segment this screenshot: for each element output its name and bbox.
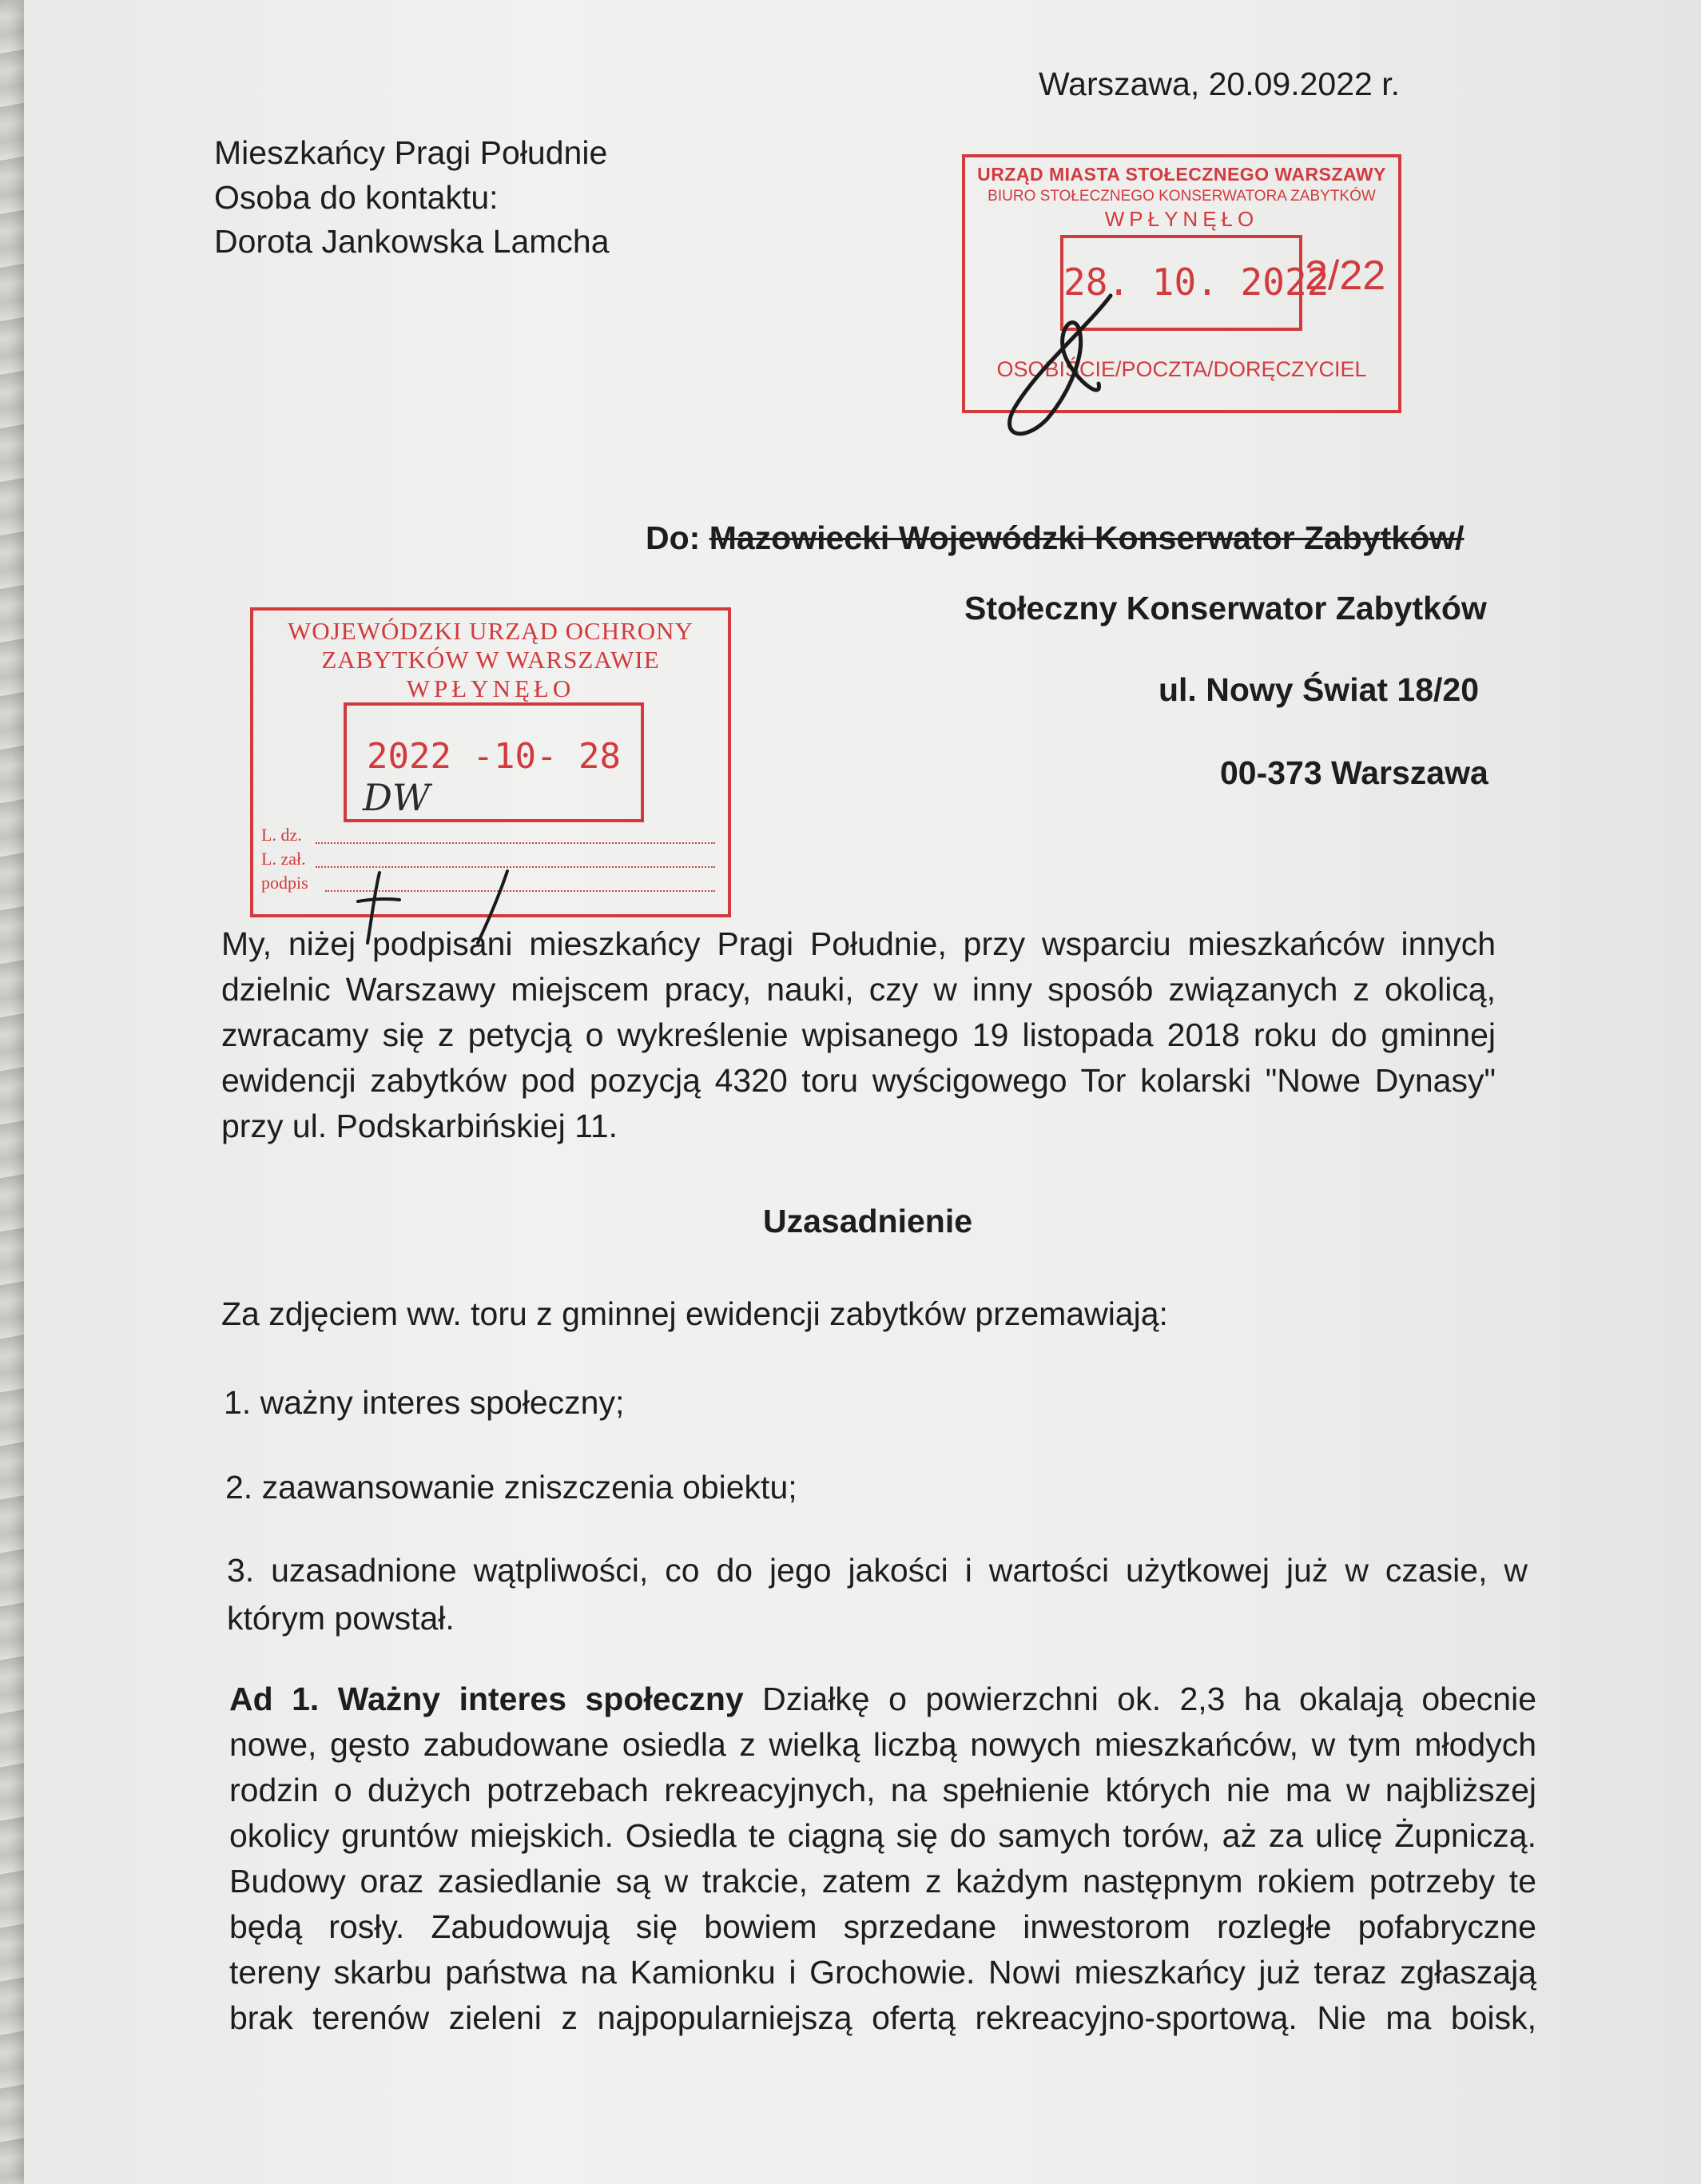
stamp-city-line-2: BIURO STOŁECZNEGO KONSERWATORA ZABYTKÓW (988, 188, 1376, 205)
point-1: 1. ważny interes społeczny; (224, 1384, 625, 1421)
recipient-do: Do: (646, 519, 701, 556)
point-3-line-1: 3. uzasadnione wątpliwości, co do jego jakości i wartości użytkowej już w czasie, w (227, 1552, 1528, 1589)
date-line: Warszawa, 20.09.2022 r. (1039, 66, 1401, 102)
ad1-line: Budowy oraz zasiedlanie są w trakcie, zatem z każdym następnym rokiem potrzeby te (229, 1863, 1536, 1900)
sender-line-2: Osoba do kontaktu: (214, 179, 499, 216)
stamp-voiv-dotline-1 (316, 842, 715, 844)
point-3-line-2: którym powstał. (227, 1600, 455, 1637)
intro-line: zwracamy się z petycją o wykreślenie wpisanego 19 listopada 2018 roku do gminnej (221, 1016, 1496, 1053)
recipient-line-1: Stołeczny Konserwator Zabytków (964, 590, 1487, 627)
lead-sentence: Za zdjęciem ww. toru z gminnej ewidencji zabytków przemawiają: (221, 1295, 1168, 1332)
sender-line-3: Dorota Jankowska Lamcha (214, 223, 610, 260)
recipient-prefix (646, 518, 1464, 559)
stamp-voiv-initials: DW (363, 776, 431, 819)
stamp-city-number: 2/22 (1305, 253, 1386, 299)
stamp-city-line-1: URZĄD MIASTA STOŁECZNEGO WARSZAWY (977, 164, 1386, 185)
intro-line: My, niżej podpisani mieszkańcy Pragi Południe, przy wsparciu mieszkańców innych (221, 925, 1496, 962)
ad1-line: nowe, gęsto zabudowane osiedla z wielką liczbą nowych mieszkańców, w tym młodych (229, 1726, 1536, 1763)
stamp-voiv-field-2: L. zał. (261, 849, 306, 869)
signature-scribble (991, 280, 1135, 448)
point-2: 2. zaawansowanie zniszczenia obiektu; (225, 1469, 797, 1506)
intro-paragraph (221, 921, 1496, 1149)
ad1-line: rodzin o dużych potrzebach rekreacyjnych, na spełnienie których nie ma w najbliższej (229, 1772, 1536, 1808)
background-edge (0, 0, 24, 2184)
stamp-voiv-field-3: podpis (261, 873, 308, 893)
stamp-voiv-field-1: L. dz. (261, 825, 302, 845)
recipient-struck: Mazowiecki Wojewódzki Konserwator Zabytków/ (709, 519, 1465, 556)
ad1-line: brak terenów zieleni z najpopularniejszą ofertą rekreacyjno-sportową. Nie ma boisk, (229, 1999, 1536, 2036)
stamp-voiv-line-3: WPŁYNĘŁO (406, 674, 575, 702)
stamp-voiv-line-2: ZABYTKÓW W WARSZAWIE (321, 646, 660, 674)
ad1-line: tereny skarbu państwa na Kamionku i Grochowie. Nowi mieszkańcy już teraz zgłaszają (229, 1954, 1536, 1991)
ad1-title: Ad 1. Ważny interes społeczny (229, 1681, 744, 1717)
stamp-city-line-3: WPŁYNĘŁO (1104, 207, 1259, 231)
stamp-voiv-date-box (344, 702, 644, 822)
recipient-line-2: ul. Nowy Świat 18/20 (1159, 671, 1480, 708)
ad1-paragraph (229, 1677, 1536, 2041)
intro-line: ewidencji zabytków pod pozycją 4320 toru wyścigowego Tor kolarski "Nowe Dynasy" (221, 1062, 1496, 1099)
stamp-city-footer: OSOBIŚCIE/POCZTA/DORĘCZYCIEL (996, 357, 1367, 381)
recipient-line-3: 00-373 Warszawa (1220, 754, 1488, 791)
ad1-first-line (229, 1677, 1536, 1722)
intro-line: dzielnic Warszawy miejscem pracy, nauki, czy w inny sposób związanych z okolicą, (221, 971, 1496, 1008)
stamp-city-date: 28. 10. 2022 (1063, 261, 1329, 304)
stamp-voiv-date: 2022 -10- 28 (367, 736, 621, 777)
sender-line-1: Mieszkańcy Pragi Południe (214, 134, 608, 171)
ad1-first-text: Działkę o powierzchni ok. 2,3 ha okalają obecnie (743, 1681, 1536, 1717)
point-3 (227, 1548, 1528, 1593)
ad1-line: okolicy gruntów miejskich. Osiedla te ciągną się do samych torów, aż za ulicę Żupniczą. (229, 1817, 1536, 1854)
intro-line: przy ul. Podskarbińskiej 11. (221, 1108, 618, 1144)
ad1-line: będą rosły. Zabudowują się bowiem sprzedane inwestorom rozległe pofabryczne (229, 1908, 1536, 1945)
stamp-voiv-line-1: WOJEWÓDZKI URZĄD OCHRONY (288, 617, 694, 645)
section-heading: Uzasadnienie (763, 1203, 973, 1239)
